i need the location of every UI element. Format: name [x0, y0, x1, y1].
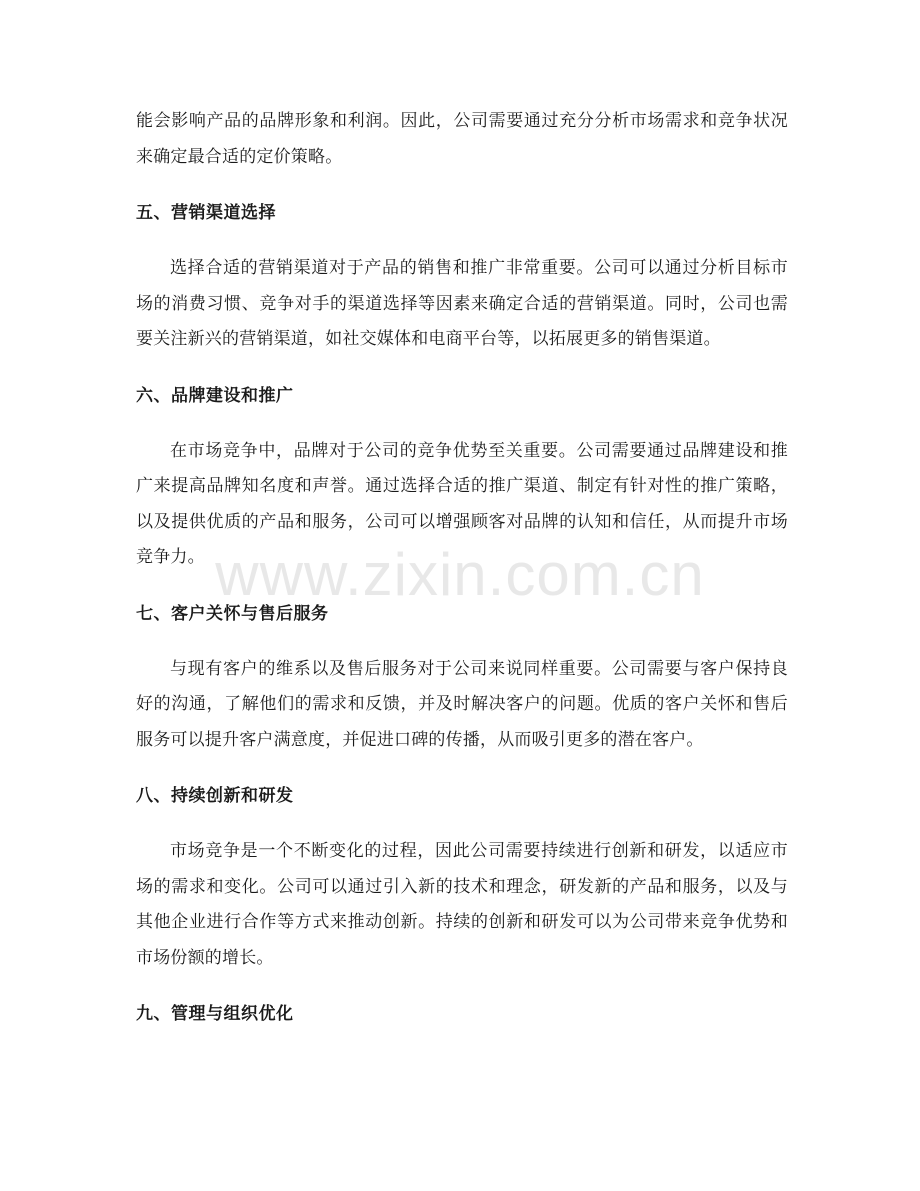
section-paragraph-6: 在市场竞争中，品牌对于公司的竞争优势至关重要。公司需要通过品牌建设和推广来提高品牌知名度和声誉。通过选择合适的推广渠道、制定有针对性的推广策略，以及提供优质的产品和服务，公司可以增强顾客对品牌的认知和信任，从而提升市场竞争力。 — [136, 440, 788, 567]
section-heading-9: 九、管理与组织优化 — [136, 1004, 294, 1024]
section-heading-8: 八、持续创新和研发 — [136, 786, 294, 806]
section-heading-7: 七、客户关怀与售后服务 — [136, 603, 329, 624]
section-paragraph-5: 选择合适的营销渠道对于产品的销售和推广非常重要。公司可以通过分析目标市场的消费习惯、竞争对手的渠道选择等因素来确定合适的营销渠道。同时，公司也需要关注新兴的营销渠道，如社交媒体和电商平台等，以拓展更多的销售渠道。 — [136, 258, 788, 349]
section-heading-5: 五、营销渠道选择 — [136, 203, 276, 223]
watermark: www.zixin.com.cn — [215, 541, 705, 608]
section-heading-6: 六、品牌建设和推广 — [136, 385, 294, 406]
section-paragraph-8: 市场竞争是一个不断变化的过程，因此公司需要持续进行创新和研发，以适应市场的需求和变化。公司可以通过引入新的技术和理念，研发新的产品和服务，以及与其他企业进行合作等方式来推动创新。持续的创新和研发可以为公司带来竞争优势和市场份额的增长。 — [136, 841, 788, 968]
section-paragraph-7: 与现有客户的维系以及售后服务对于公司来说同样重要。公司需要与客户保持良好的沟通，了解他们的需求和反馈，并及时解决客户的问题。优质的客户关怀和售后服务可以提升客户满意度，并促进口碑的传播，从而吸引更多的潜在客户。 — [136, 658, 788, 750]
intro-paragraph: 能会影响产品的品牌形象和利润。因此，公司需要通过充分分析市场需求和竞争状况来确定最合适的定价策略。 — [136, 111, 788, 167]
document-body — [136, 104, 788, 1052]
